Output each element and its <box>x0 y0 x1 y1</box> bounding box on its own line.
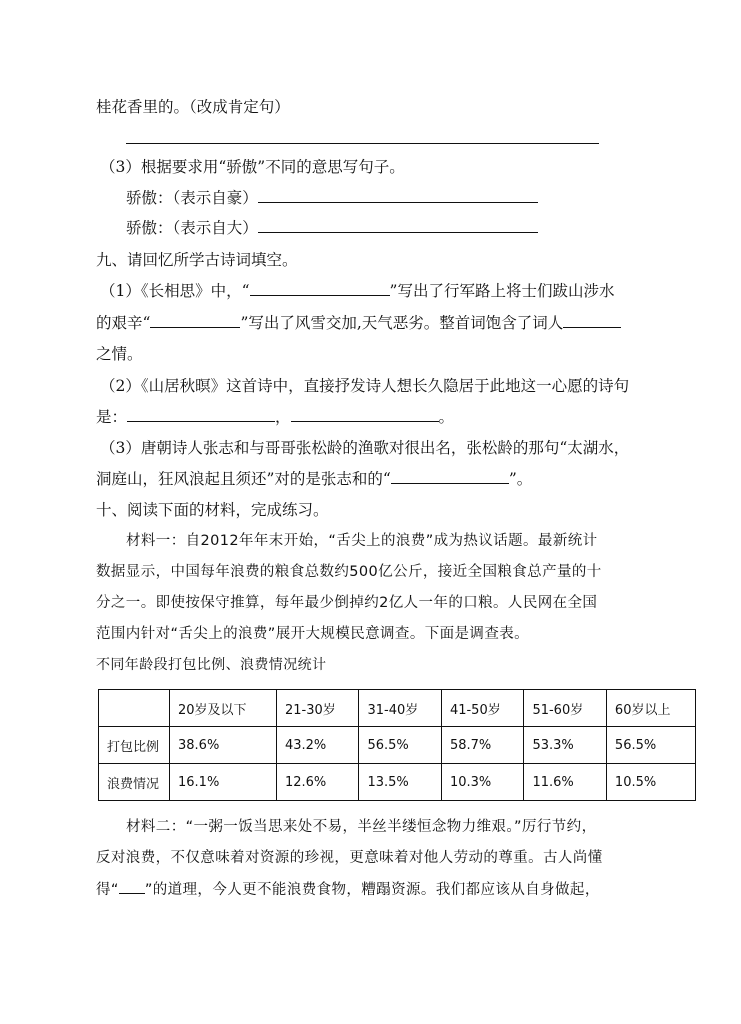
answer-blank-arrogant[interactable] <box>258 218 538 233</box>
question-8-3-b: 骄傲：（表示自大） <box>126 218 538 238</box>
sentence-tail: 桂花香里的。（改成肯定句） <box>96 98 290 116</box>
table-cell: 13.5% <box>359 764 441 801</box>
table-cell: 11.6% <box>524 764 606 801</box>
table-cell: 56.5% <box>359 727 441 764</box>
question-8-3-a: 骄傲：（表示自豪） <box>126 188 538 208</box>
answer-blank-idiom[interactable] <box>119 879 145 894</box>
material-2-line1: 材料二：“一粥一饭当思来处不易，半丝半缕恒念物力维艰。”厉行节约， <box>126 819 597 835</box>
material-2-line2: 反对浪费，不仅意味着对资源的珍视，更意味着对他人劳动的尊重。古人尚懂 <box>96 850 603 866</box>
question-9-1-line2: 的艰辛“ ”写出了风雪交加,天气恶劣。整首词饱含了词人 <box>96 313 621 333</box>
question-9-3-line1: （3）唐朝诗人张志和与哥哥张松龄的渔歌对很出名，张松龄的那句“太湖水， <box>100 439 630 457</box>
table-cell: 53.3% <box>524 727 606 764</box>
question-8-3: （3）根据要求用“骄傲”不同的意思写句子。 <box>100 158 405 176</box>
table-row <box>99 727 696 764</box>
table-header-cell: 60岁以上 <box>606 690 695 727</box>
table-header-cell: 41-50岁 <box>441 690 523 727</box>
question-9-1-line3: 之情。 <box>96 345 143 363</box>
answer-blank-9-3[interactable] <box>391 469 509 484</box>
table-header-cell: 51-60岁 <box>524 690 606 727</box>
table-cell: 16.1% <box>170 764 277 801</box>
material-1-line1: 材料一：自2012年年末开始，“舌尖上的浪费”成为热议话题。最新统计 <box>126 533 598 549</box>
table-cell: 10.3% <box>441 764 523 801</box>
table-header-cell: 31-40岁 <box>359 690 441 727</box>
table-cell: 10.5% <box>606 764 695 801</box>
table-header-cell: 21-30岁 <box>276 690 358 727</box>
material-1-line3: 分之一。即使按保守推算，每年最少倒掉约2亿人一年的口粮。人民网在全国 <box>96 595 598 611</box>
section-10-heading: 十、阅读下面的材料，完成练习。 <box>96 501 329 519</box>
table-header-cell: 20岁及以下 <box>170 690 277 727</box>
answer-line-rewrite[interactable] <box>126 143 599 144</box>
table-corner-cell <box>99 690 170 727</box>
table-header-row <box>99 690 696 727</box>
table-row <box>99 764 696 801</box>
table-title: 不同年龄段打包比例、浪费情况统计 <box>96 657 327 673</box>
material-1-line2: 数据显示，中国每年浪费的粮食总数约500亿公斤，接近全国粮食总产量的十 <box>96 564 602 580</box>
table-cell: 38.6% <box>170 727 277 764</box>
question-9-2-line1: （2）《山居秋暝》这首诗中，直接抒发诗人想长久隐居于此地这一心愿的诗句 <box>100 377 630 395</box>
material-1-line4: 范围内针对“舌尖上的浪费”展开大规模民意调查。下面是调查表。 <box>96 626 530 642</box>
question-9-3-line2: 洞庭山，狂风浪起且须还”对的是张志和的“ ”。 <box>96 470 533 488</box>
table-row-label: 打包比例 <box>99 727 170 764</box>
table-cell: 58.7% <box>441 727 523 764</box>
answer-blank-9-1-b[interactable] <box>150 313 240 328</box>
table-cell: 43.2% <box>276 727 358 764</box>
answer-blank-9-2-a[interactable] <box>127 407 275 422</box>
answer-blank-9-1-c[interactable] <box>563 313 621 328</box>
answer-blank-proud[interactable] <box>258 188 538 203</box>
answer-blank-9-1-a[interactable] <box>250 281 390 296</box>
material-2-line3: 得“ ”的道理，今人更不能浪费食物，糟蹋资源。我们都应该从自身做起， <box>96 879 600 900</box>
statistics-table <box>98 689 696 801</box>
answer-blank-9-2-b[interactable] <box>291 407 439 422</box>
section-9-heading: 九、请回忆所学古诗词填空。 <box>96 251 298 269</box>
table-cell: 56.5% <box>606 727 695 764</box>
question-9-2-line2: 是： ， 。 <box>96 408 455 426</box>
table-cell: 12.6% <box>276 764 358 801</box>
question-9-1-line1: （1）《长相思》中，“ ”写出了行军路上将士们跋山涉水 <box>100 282 615 300</box>
table-row-label: 浪费情况 <box>99 764 170 801</box>
